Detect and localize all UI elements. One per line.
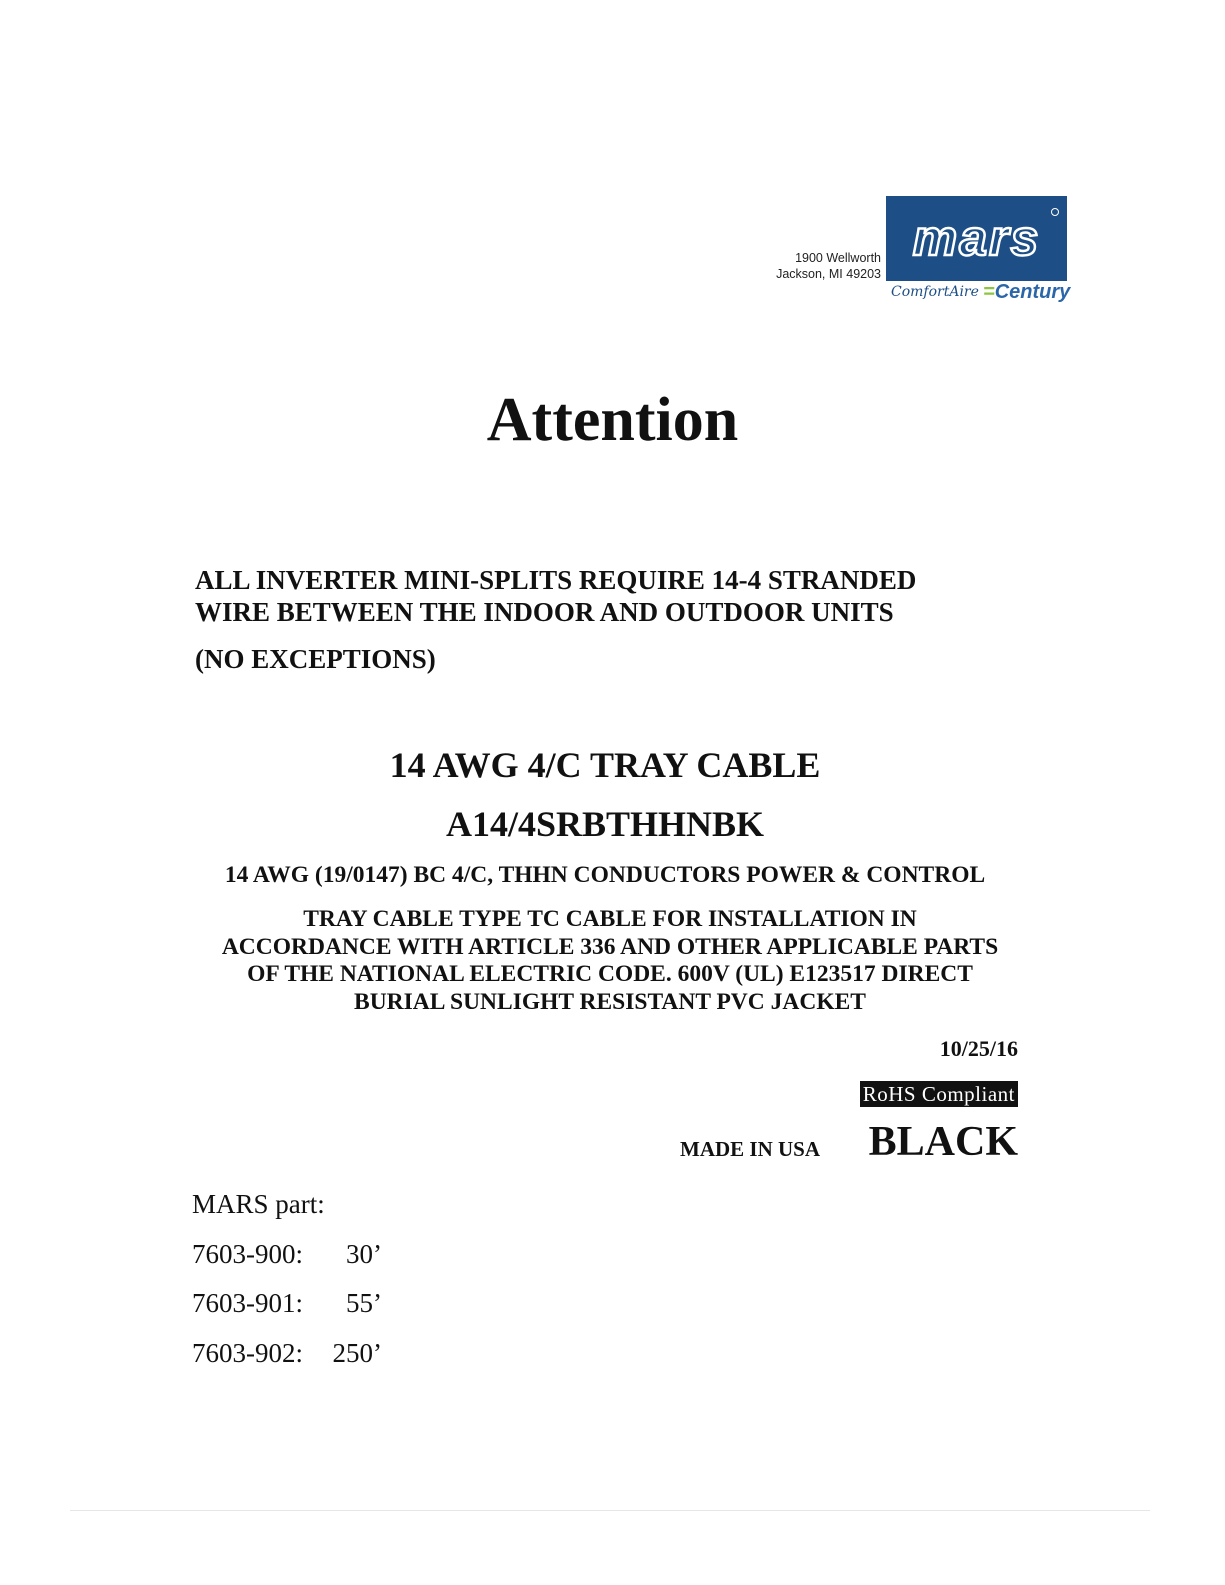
part-number: 7603-901: bbox=[192, 1288, 303, 1318]
part-length: 55’ bbox=[346, 1288, 382, 1318]
century-swoosh-icon: = bbox=[983, 281, 995, 303]
part-number: 7603-900: bbox=[192, 1238, 303, 1269]
cable-title: 14 AWG 4/C TRAY CABLE bbox=[389, 745, 821, 785]
wiring-warning bbox=[195, 564, 916, 628]
cable-code: A14/4SRBTHHNBK bbox=[445, 804, 765, 844]
century-brand-text: Century bbox=[994, 281, 1071, 303]
century-brand bbox=[983, 281, 1070, 304]
warning-line-2: WIRE BETWEEN THE INDOOR AND OUTDOOR UNITS bbox=[195, 597, 894, 627]
warning-line-1: ALL INVERTER MINI-SPLITS REQUIRE 14-4 STRANDED bbox=[195, 565, 917, 595]
description-line: BURIAL SUNLIGHT RESISTANT PVC JACKET bbox=[354, 988, 866, 1015]
label-date: 10/25/16 bbox=[939, 1036, 1018, 1061]
description-line: OF THE NATIONAL ELECTRIC CODE. 600V (UL) E123517 DIRECT bbox=[247, 961, 973, 987]
address-line-1: 1900 Wellworth bbox=[795, 251, 881, 265]
parts-heading: MARS part: bbox=[192, 1189, 325, 1219]
mars-logo bbox=[886, 196, 1067, 281]
address-line-2: Jackson, MI 49203 bbox=[776, 267, 881, 281]
cable-description bbox=[180, 906, 1040, 1016]
part-length: 30’ bbox=[346, 1238, 382, 1269]
part-number: 7603-902: bbox=[192, 1337, 303, 1368]
description-line: ACCORDANCE WITH ARTICLE 336 AND OTHER APPLICABLE PARTS bbox=[221, 933, 999, 960]
part-row bbox=[192, 1238, 382, 1288]
parts-list bbox=[192, 1188, 382, 1386]
no-exceptions-note: (NO EXCEPTIONS) bbox=[195, 644, 436, 674]
cable-color: BLACK bbox=[868, 1119, 1018, 1165]
cable-spec: 14 AWG (19/0147) BC 4/C, THHN CONDUCTORS POWER & CONTROL bbox=[224, 862, 986, 888]
rohs-badge: RoHS Compliant bbox=[860, 1081, 1018, 1107]
company-address bbox=[700, 250, 881, 282]
comfortaire-brand: ComfortAire bbox=[891, 284, 979, 300]
scan-edge-divider bbox=[70, 1510, 1150, 1511]
part-row bbox=[192, 1287, 382, 1337]
description-line: TRAY CABLE TYPE TC CABLE FOR INSTALLATION IN bbox=[303, 906, 917, 932]
made-in-usa: MADE IN USA bbox=[680, 1137, 821, 1161]
logo-text: mars bbox=[912, 210, 1041, 266]
part-row bbox=[192, 1337, 382, 1387]
page-title: Attention bbox=[486, 386, 739, 454]
registered-mark-icon bbox=[1051, 208, 1059, 216]
part-length: 250’ bbox=[332, 1337, 382, 1368]
